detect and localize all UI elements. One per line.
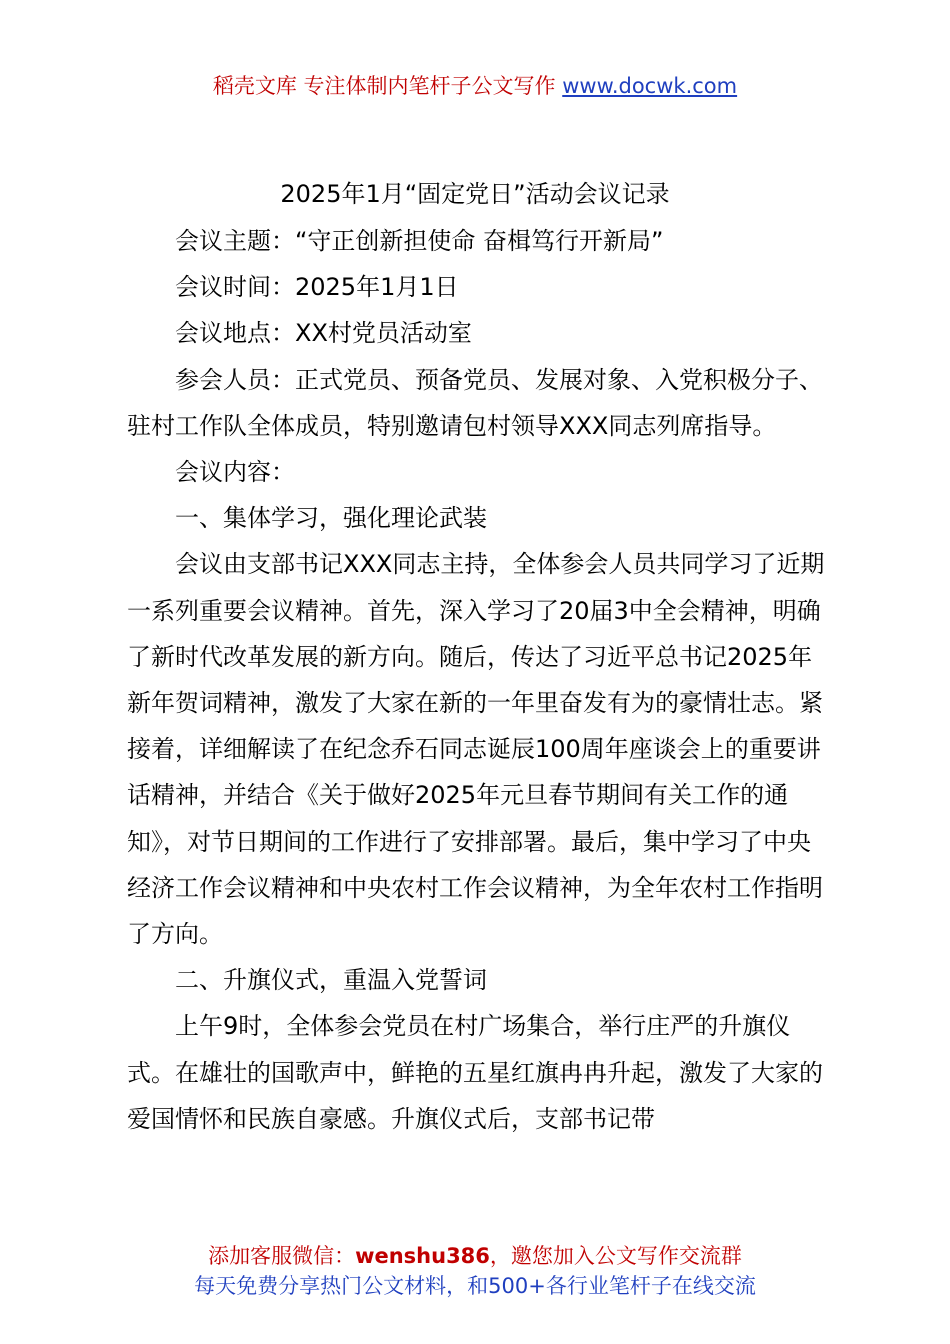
section-1-heading: 一、集体学习，强化理论武装 <box>175 504 487 533</box>
footer-contact-prefix: 添加客服微信： <box>208 1244 356 1268</box>
meeting-theme: 会议主题：“守正创新担使命 奋楫笃行开新局” <box>175 227 664 255</box>
footer-promo: 每天免费分享热门公文材料，和500+各行业笔杆子在线交流 <box>194 1274 756 1298</box>
content-label: 会议内容： <box>175 458 295 487</box>
meeting-location: 会议地点：XX村党员活动室 <box>175 319 472 348</box>
section-1-body: 会议由支部书记XXX同志主持，全体参会人员共同学习了近期一系列重要会议精神。首先，深入学习了20届3中全会精神，明确了新时代改革发展的新方向。随后，传达了习近平总书记2025年新年贺词精神，激发了大家在新的一年里奋发有为的豪情壮志。紧接着，详细解读了在纪念乔石同志诞辰100周年座谈会上的重要讲话精神，并结合《关于做好2025年元旦春节期间有关工作的通知》，对节日期间的工作进行了安排部署。最后，集中学习了中央经济工作会议精神和中央农村工作会议精神，为全年农村工作指明了方向。 <box>127 550 825 949</box>
header-link[interactable]: www.docwk.com <box>562 74 738 98</box>
meeting-time: 会议时间：2025年1月1日 <box>175 273 459 302</box>
footer-contact-suffix: ，邀您加入公文写作交流群 <box>489 1244 742 1268</box>
footer-wechat-id: wenshu386 <box>355 1244 490 1268</box>
meeting-attendees: 参会人员：正式党员、预备党员、发展对象、入党积极分子、驻村工作队全体成员，特别邀请包村领导XXX同志列席指导。 <box>127 365 823 440</box>
section-2-heading: 二、升旗仪式，重温入党誓词 <box>175 966 487 995</box>
document-body <box>127 218 827 1142</box>
section-2-body: 上午9时，全体参会党员在村广场集合，举行庄严的升旗仪式。在雄壮的国歌声中，鲜艳的五星红旗冉冉升起，激发了大家的爱国情怀和民族自豪感。升旗仪式后，支部书记带 <box>127 1012 823 1133</box>
site-header <box>0 70 950 100</box>
footer-contact <box>0 1240 950 1270</box>
document-title: 2025年1月“固定党日”活动会议记录 <box>280 180 670 208</box>
header-slogan: 稻壳文库 专注体制内笔杆子公文写作 <box>212 74 563 98</box>
